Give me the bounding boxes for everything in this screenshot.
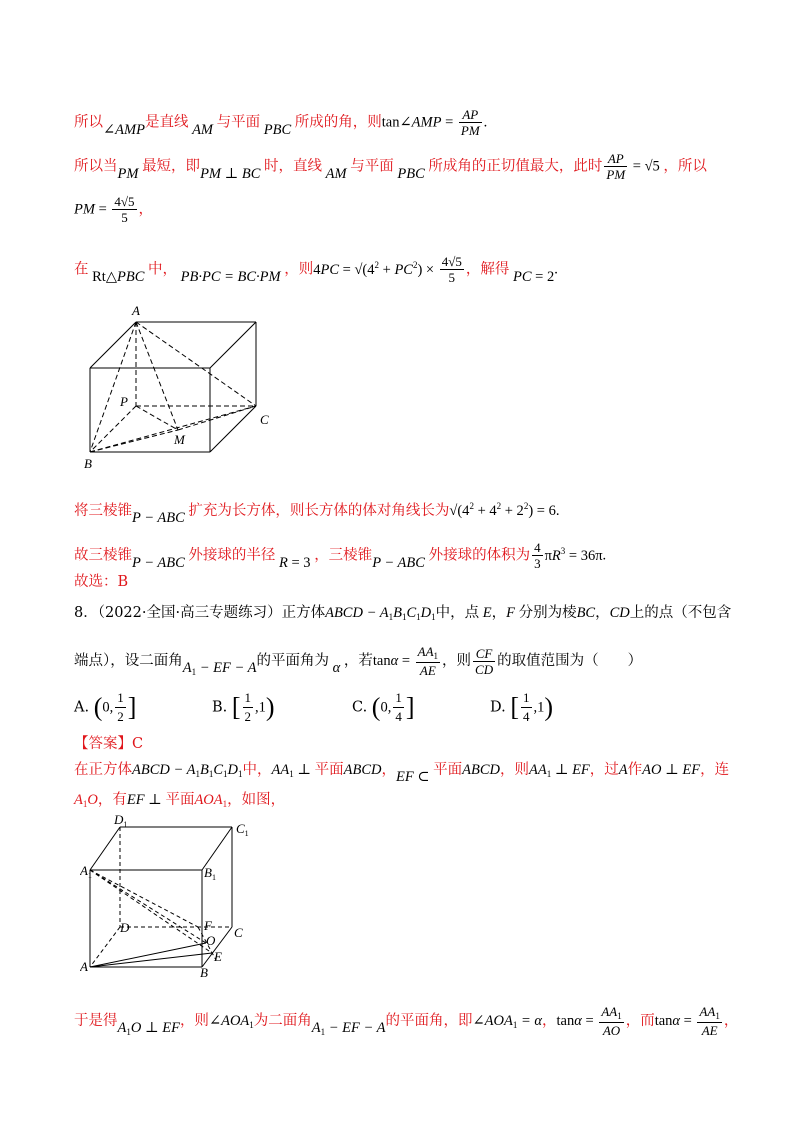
solution-line-6: 故三棱锥P − ABC 外接球的半径 R = 3 ，三棱锥P − ABC 外接球的体积为 $\frac{4}{3}$ $\pi R^3 = 36\pi$. [74,540,607,571]
label-B: B [84,456,92,471]
fraction: $\frac{AA_1}{AE}$ [417,644,439,678]
label-A: A [80,959,88,974]
label-F: F [204,918,212,933]
answer8-line-1: 在正方体ABCD − $A_1B_1C_1D_1$中，$AA_1$ ⊥ 平面ABCD，EF ⊂ 平面ABCD，则$AA_1$ ⊥ EF，过A作AO ⊥ EF，连 [74,762,730,785]
label-M: M [174,432,185,447]
fraction: $\frac{AA_1}{AE}$ [699,1004,720,1038]
fraction: $\frac{4}{3}$ [534,540,541,571]
solution-line-4: 在 Rt△PBC 中， PB·PC = BC·PM ，则$4PC = √(4^2 + PC^2)$ × $\frac{4√5}{5}$ ，解得 PC = 2. [74,254,558,285]
label-E: E [214,949,222,964]
option-a[interactable]: A. (0, $\frac{1}{2}$ ] [74,690,137,724]
figure-cube [80,815,260,985]
label-A1: $A_1$ [80,863,92,880]
solution-line-1: 所以∠AMP是直线 AM 与平面 PBC 所成的角，则tan∠AMP = $\frac{AP}{PM}$ . [74,107,488,138]
option-b[interactable]: B. [ $\frac{1}{2}$ ,1) [212,690,275,724]
solution-line-5: 将三棱锥P − ABC 扩充为长方体，则长方体的体对角线长为$√(4^2 + 4^2 + 2^2) = 6$. [74,501,560,526]
label-B1: $B_1$ [204,865,216,882]
figure-pyramid-box [80,300,280,475]
answer-tag: 【答案】C [74,736,144,752]
solution-line-3: PM = $\frac{4√5}{5}$ ， [74,194,154,225]
fraction: $\frac{CF}{CD}$ [475,645,494,677]
problem-8-line-2: 端点），设二面角$A_1$ − EF − A的平面角为 α ，若tanα = $\frac{AA_1}{AE}$ ，则 $\frac{CF}{CD}$ 的取值范围为（ ） [74,644,643,678]
label-D: D [120,920,130,935]
fraction: $\frac{1}{2}$ [117,690,124,724]
option-d[interactable]: D. [ $\frac{1}{4}$ ,1) [490,690,554,724]
label-A: A [132,303,140,318]
fraction: $\frac{1}{4}$ [523,690,530,724]
label-C: C [260,412,269,427]
answer8-line-2: $A_1O$，有EF ⊥ 平面$AOA_1$，如图， [74,792,286,809]
answer-line: 故选：B [74,574,129,590]
fraction: $\frac{AA_1}{AO}$ [601,1004,622,1038]
label-O: O [206,933,216,948]
fraction: $\frac{1}{4}$ [395,690,402,724]
fraction: $\frac{AP}{PM}$ [460,107,480,138]
solution-line-2: 所以当PM 最短，即PM ⊥ BC 时，直线 AM 与平面 PBC 所成角的正切值最大，此时 $\frac{AP}{PM}$ = √5 ，所以 [74,151,707,182]
label-C: C [234,925,243,940]
option-c[interactable]: C. (0, $\frac{1}{4}$ ] [352,690,415,724]
label-P: P [120,394,128,409]
fraction: $\frac{4√5}{5}$ [114,194,135,225]
label-C1: $C_1$ [236,821,249,838]
answer8-line-3: 于是得$A_1O$ ⊥ EF，则$\angle AOA_1$为二面角$A_1$ − EF − A的平面角，即$\angle AOA_1 = \alpha$，tanα = $\frac{AA_1}{AO}$ ，而tanα = $\frac{AA_1}{AE}$ ， [74,1004,739,1038]
label-B: B [200,965,208,980]
fraction: $\frac{1}{2}$ [244,690,252,724]
fraction: $\frac{AP}{PM}$ [606,151,626,182]
fraction: $\frac{4√5}{5}$ [441,254,462,285]
problem-8-line-1: 8．（2022·全国·高三专题练习）正方体ABCD − $A_1B_1C_1D_1$中，点 E，F 分别为棱BC，CD上的点（不包含 [74,605,732,622]
label-D1: $D_1$ [114,815,128,829]
